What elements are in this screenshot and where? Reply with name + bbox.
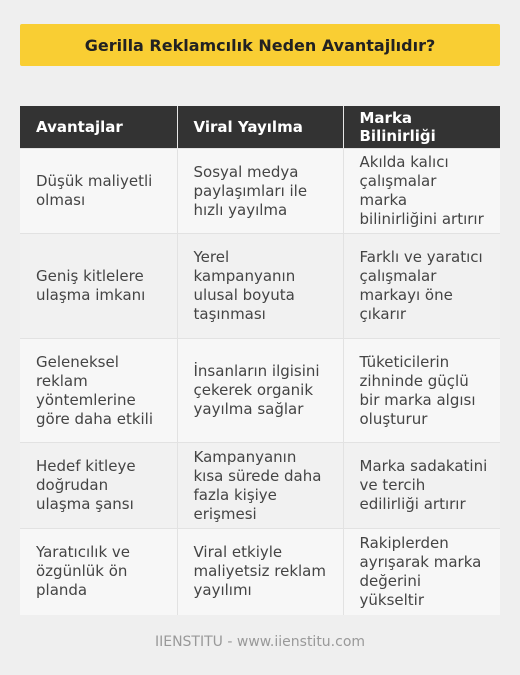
table-row xyxy=(20,529,500,615)
table-row xyxy=(20,149,500,234)
table-header-row xyxy=(20,106,500,149)
footer-credit: IIENSTITU - www.iienstitu.com xyxy=(154,634,366,650)
table-cell: Yaratıcılık ve özgünlük ön planda xyxy=(20,529,177,615)
table-cell: Viral etkiyle maliyetsiz reklam yayılımı xyxy=(177,529,343,615)
table-cell: Marka sadakatini ve tercih edilirliği artırır xyxy=(343,443,500,529)
table-cell: Sosyal medya paylaşımları ile hızlı yayılma xyxy=(177,149,343,234)
header-brand-awareness: Marka Bilinirliği xyxy=(343,106,500,149)
header-advantages: Avantajlar xyxy=(20,106,177,149)
table-cell: Kampanyanın kısa sürede daha fazla kişiye erişmesi xyxy=(177,443,343,529)
table-cell: Geniş kitlelere ulaşma imkanı xyxy=(20,234,177,339)
table-row xyxy=(20,234,500,339)
table-row xyxy=(20,339,500,443)
table-row xyxy=(20,443,500,529)
advantages-table xyxy=(20,106,500,615)
table-cell: Rakiplerden ayrışarak marka değerini yükseltir xyxy=(343,529,500,615)
table-cell: Akılda kalıcı çalışmalar marka bilinirliğini artırır xyxy=(343,149,500,234)
table-cell: Geleneksel reklam yöntemlerine göre daha etkili xyxy=(20,339,177,443)
table-cell: Farklı ve yaratıcı çalışmalar markayı öne çıkarır xyxy=(343,234,500,339)
header-viral-spread: Viral Yayılma xyxy=(177,106,343,149)
table-cell: İnsanların ilgisini çekerek organik yayılma sağlar xyxy=(177,339,343,443)
title-banner xyxy=(20,24,500,66)
table-cell: Hedef kitleye doğrudan ulaşma şansı xyxy=(20,443,177,529)
table-cell: Tüketicilerin zihninde güçlü bir marka algısı oluşturur xyxy=(343,339,500,443)
table-cell: Yerel kampanyanın ulusal boyuta taşınması xyxy=(177,234,343,339)
page-title: Gerilla Reklamcılık Neden Avantajlıdır? xyxy=(84,35,436,55)
table-cell: Düşük maliyetli olması xyxy=(20,149,177,234)
